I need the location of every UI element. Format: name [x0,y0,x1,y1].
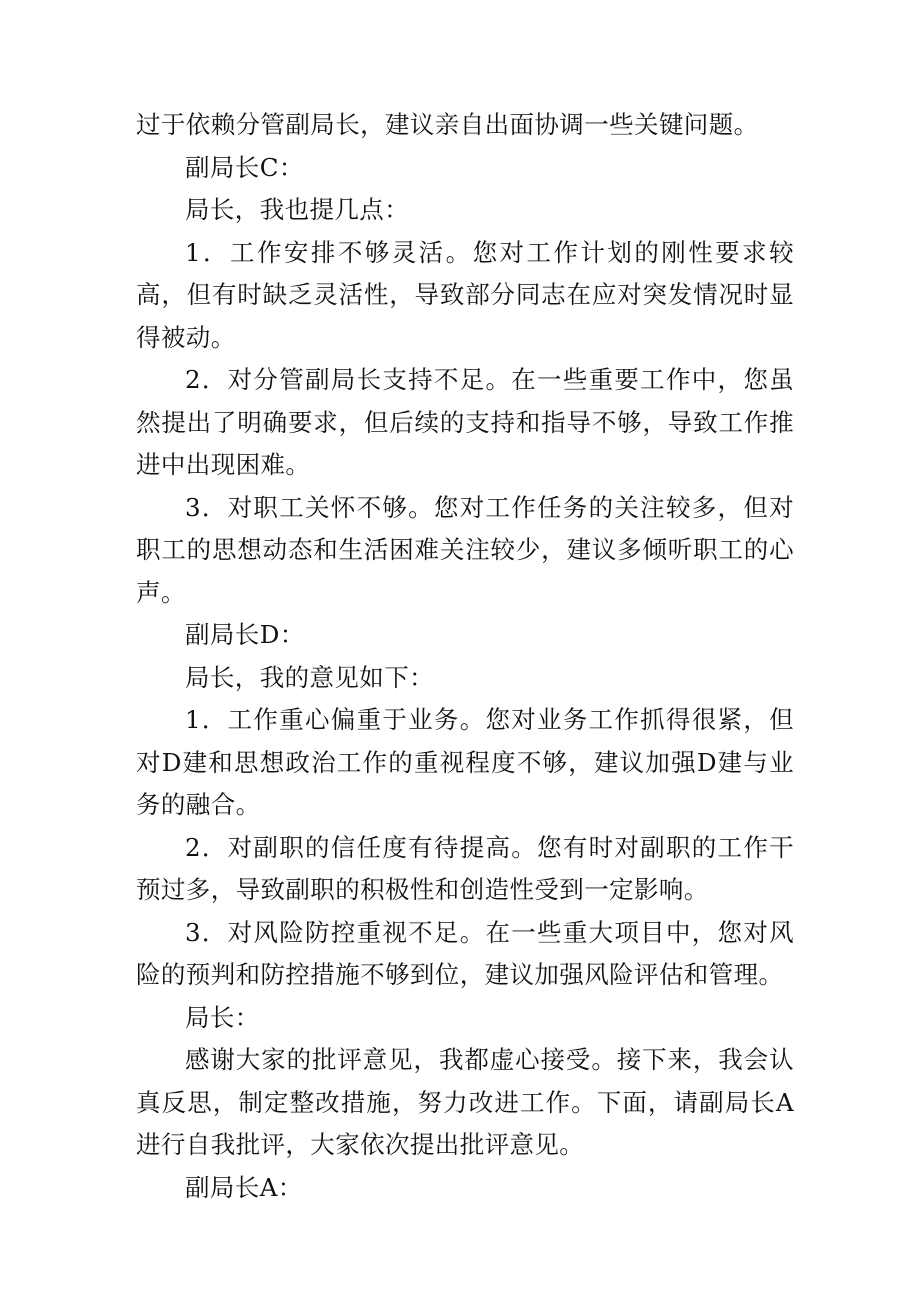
speaker-label-deputy-a: 副局长A： [185,1172,303,1202]
response-paragraph: 感谢大家的批评意见，我都虚心接受。接下来，我会认真反思，制定整改措施，努力改进工作。下面，请副局长A进行自我批评，大家依次提出批评意见。 [136,1045,794,1159]
speaker-label-deputy-c: 副局长C： [185,152,304,182]
numbered-item: 2．对分管副局长支持不足。在一些重要工作中，您虽然提出了明确要求，但后续的支持和指导不够，导致工作推进中出现困难。 [136,365,794,479]
intro-paragraph: 局长，我的意见如下： [185,662,434,692]
numbered-item: 1．工作重心偏重于业务。您对业务工作抓得很紧，但对D建和思想政治工作的重视程度不够，建议加强D建与业务的融合。 [136,705,794,819]
numbered-item: 3．对职工关怀不够。您对工作任务的关注较多，但对职工的思想动态和生活困难关注较少，建议多倾听职工的心声。 [136,492,794,607]
paragraph-continuation: 过于依赖分管副局长，建议亲自出面协调一些关键问题。 [136,110,759,139]
speaker-label-director: 局长： [185,1002,260,1032]
numbered-item: 1．工作安排不够灵活。您对工作计划的刚性要求较高，但有时缺乏灵活性，导致部分同志在应对突发情况时显得被动。 [136,237,794,352]
intro-paragraph: 局长，我也提几点： [185,195,410,224]
numbered-item: 3．对风险防控重视不足。在一些重大项目中，您对风险的预判和防控措施不够到位，建议加强风险评估和管理。 [136,917,794,989]
numbered-item: 2．对副职的信任度有待提高。您有时对副职的工作干预过多，导致副职的积极性和创造性受到一定影响。 [136,832,794,904]
speaker-label-deputy-d: 副局长D： [185,620,305,649]
document-body [136,104,794,1209]
